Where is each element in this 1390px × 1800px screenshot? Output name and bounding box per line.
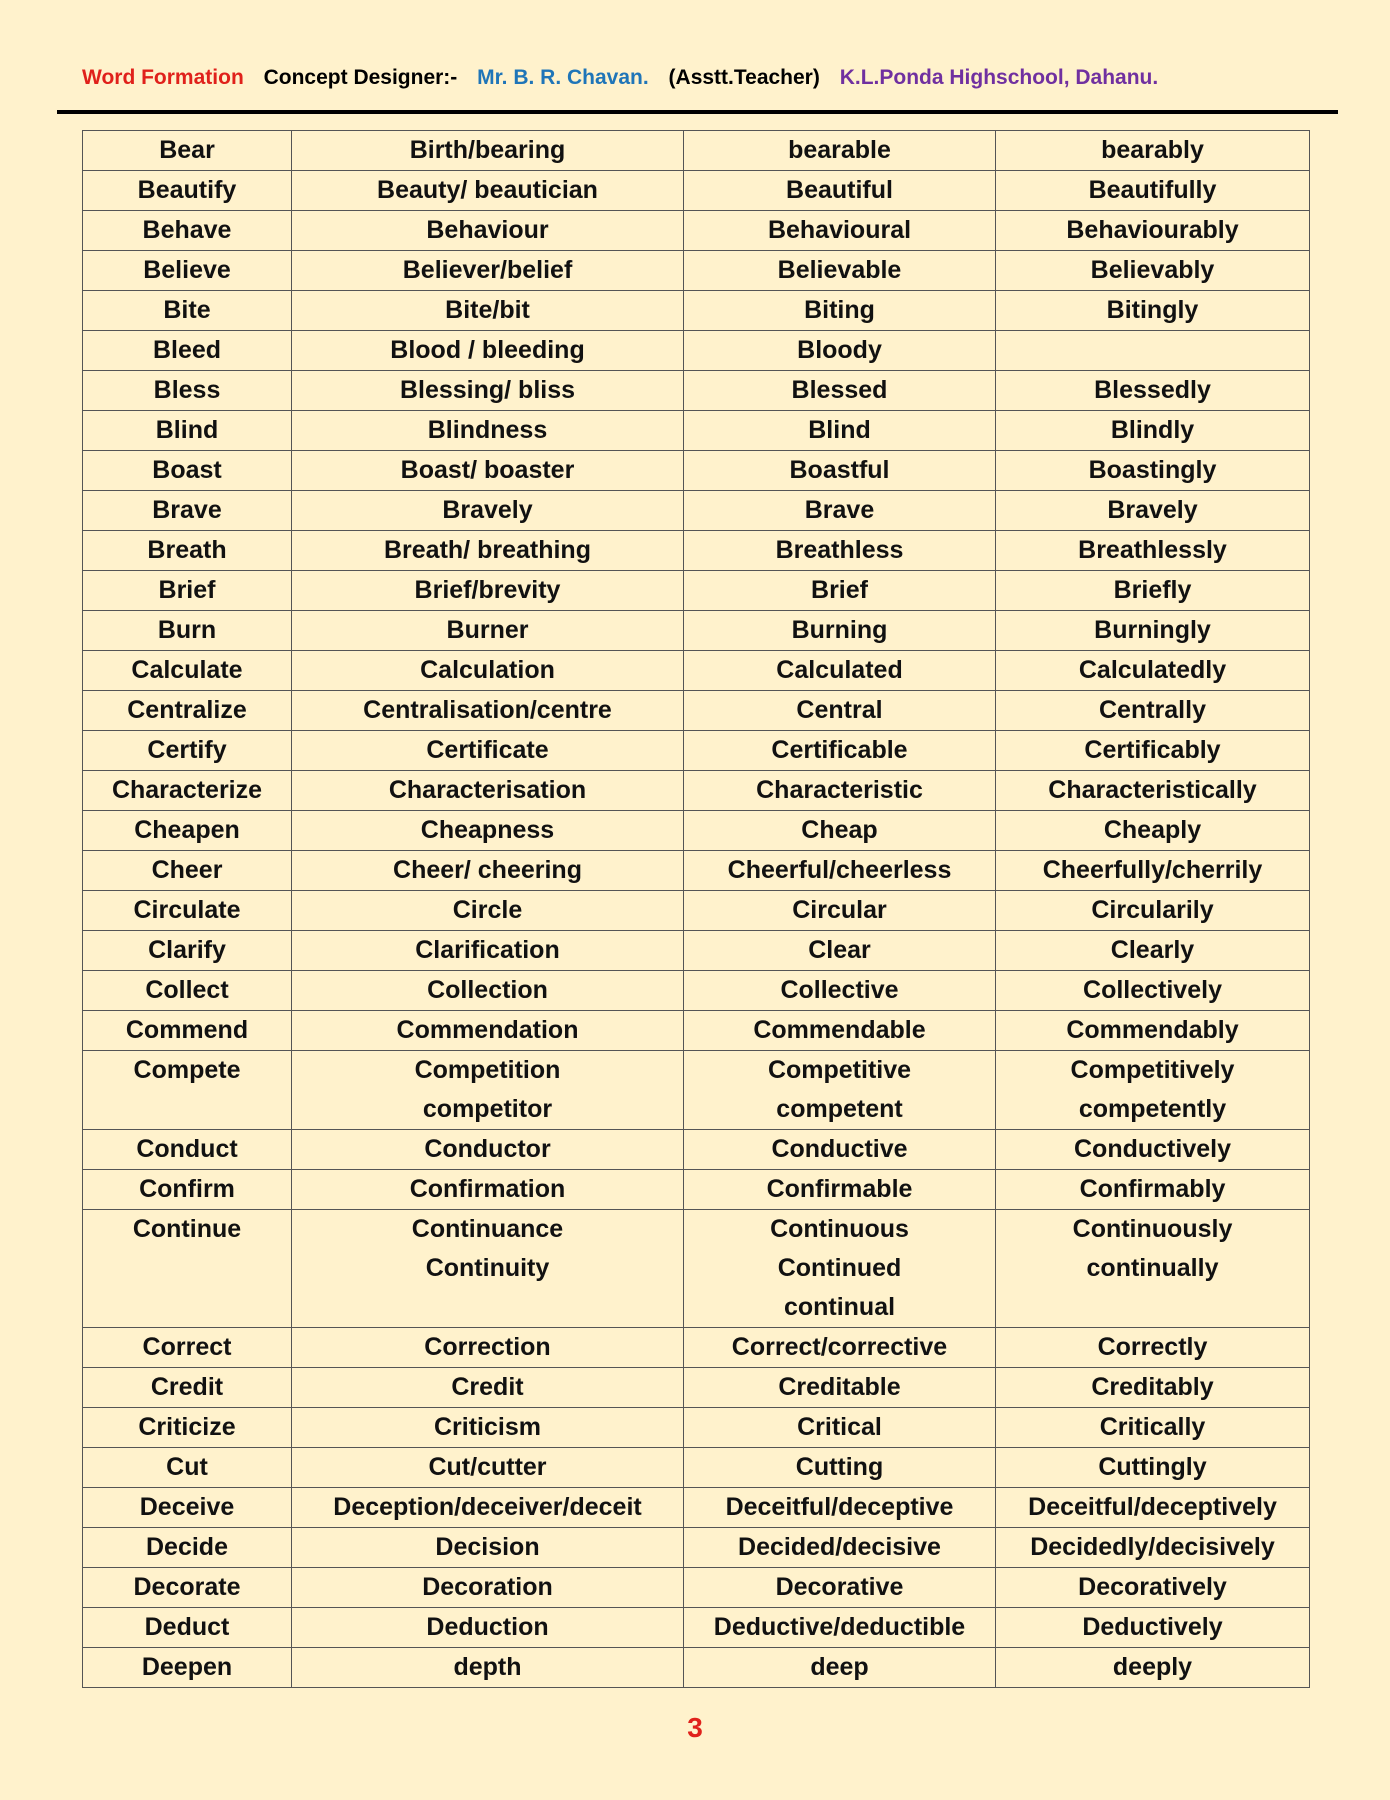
noun-cell: Birth/bearing: [292, 131, 684, 171]
adverb-cell: Continuously continually: [996, 1210, 1310, 1328]
adjective-cell: Bloody: [684, 331, 996, 371]
noun-cell: Circle: [292, 891, 684, 931]
verb-cell: Correct: [83, 1328, 292, 1368]
adjective-cell: Critical: [684, 1408, 996, 1448]
noun-cell: Credit: [292, 1368, 684, 1408]
adjective-cell: Creditable: [684, 1368, 996, 1408]
table-row: [83, 1568, 1310, 1608]
table-row: [83, 811, 1310, 851]
noun-cell: depth: [292, 1648, 684, 1688]
adverb-cell: Cheerfully/cherrily: [996, 851, 1310, 891]
adjective-cell: Behavioural: [684, 211, 996, 251]
table-row: [83, 971, 1310, 1011]
table-row: [83, 851, 1310, 891]
verb-cell: Bless: [83, 371, 292, 411]
noun-cell: Competition competitor: [292, 1051, 684, 1130]
adjective-cell: Beautiful: [684, 171, 996, 211]
adverb-cell: Cheaply: [996, 811, 1310, 851]
adjective-cell: Cutting: [684, 1448, 996, 1488]
verb-cell: Behave: [83, 211, 292, 251]
noun-cell: Deduction: [292, 1608, 684, 1648]
noun-cell: Conductor: [292, 1130, 684, 1170]
table-row: [83, 171, 1310, 211]
header-school: K.L.Ponda Highschool, Dahanu.: [839, 66, 1159, 89]
header-concept-label: Concept Designer:-: [263, 66, 458, 89]
noun-cell: Beauty/ beautician: [292, 171, 684, 211]
noun-cell: Bravely: [292, 491, 684, 531]
table-row: [83, 1170, 1310, 1210]
noun-cell: Continuance Continuity: [292, 1210, 684, 1328]
table-row: [83, 451, 1310, 491]
adverb-cell: Boastingly: [996, 451, 1310, 491]
adverb-cell: Briefly: [996, 571, 1310, 611]
noun-cell: Confirmation: [292, 1170, 684, 1210]
word-formation-table: [82, 130, 1310, 1688]
adjective-cell: Brave: [684, 491, 996, 531]
verb-cell: Blind: [83, 411, 292, 451]
table-row: [83, 1488, 1310, 1528]
adjective-cell: Competitive competent: [684, 1051, 996, 1130]
verb-cell: Brief: [83, 571, 292, 611]
verb-cell: Bear: [83, 131, 292, 171]
table-row: [83, 491, 1310, 531]
noun-cell: Cheer/ cheering: [292, 851, 684, 891]
noun-cell: Cheapness: [292, 811, 684, 851]
noun-cell: Calculation: [292, 651, 684, 691]
table-row: [83, 731, 1310, 771]
verb-cell: Deepen: [83, 1648, 292, 1688]
verb-cell: Cut: [83, 1448, 292, 1488]
verb-cell: Confirm: [83, 1170, 292, 1210]
adjective-cell: Brief: [684, 571, 996, 611]
noun-cell: Commendation: [292, 1011, 684, 1051]
adverb-cell: Deceitful/deceptively: [996, 1488, 1310, 1528]
verb-cell: Collect: [83, 971, 292, 1011]
adjective-cell: Breathless: [684, 531, 996, 571]
adverb-cell: bearably: [996, 131, 1310, 171]
table-row: [83, 531, 1310, 571]
table-row: [83, 1528, 1310, 1568]
verb-cell: Conduct: [83, 1130, 292, 1170]
verb-cell: Centralize: [83, 691, 292, 731]
table-row: [83, 331, 1310, 371]
adverb-cell: Behaviourably: [996, 211, 1310, 251]
table-row: [83, 411, 1310, 451]
verb-cell: Believe: [83, 251, 292, 291]
adverb-cell: Circularily: [996, 891, 1310, 931]
verb-cell: Decorate: [83, 1568, 292, 1608]
page-number: 3: [687, 1712, 703, 1743]
table-row: [83, 691, 1310, 731]
adverb-cell: [996, 331, 1310, 371]
verb-cell: Beautify: [83, 171, 292, 211]
adverb-cell: Correctly: [996, 1328, 1310, 1368]
table-row: [83, 651, 1310, 691]
noun-cell: Cut/cutter: [292, 1448, 684, 1488]
table-row: [83, 1448, 1310, 1488]
verb-cell: Boast: [83, 451, 292, 491]
verb-cell: Decide: [83, 1528, 292, 1568]
verb-cell: Circulate: [83, 891, 292, 931]
table-row: [83, 931, 1310, 971]
adverb-cell: Centrally: [996, 691, 1310, 731]
noun-cell: Centralisation/centre: [292, 691, 684, 731]
verb-cell: Criticize: [83, 1408, 292, 1448]
noun-cell: Blood / bleeding: [292, 331, 684, 371]
verb-cell: Clarify: [83, 931, 292, 971]
adverb-cell: Critically: [996, 1408, 1310, 1448]
table-row: [83, 1368, 1310, 1408]
adjective-cell: Circular: [684, 891, 996, 931]
adverb-cell: Confirmably: [996, 1170, 1310, 1210]
adjective-cell: Blessed: [684, 371, 996, 411]
adverb-cell: Calculatedly: [996, 651, 1310, 691]
noun-cell: Deception/deceiver/deceit: [292, 1488, 684, 1528]
adjective-cell: Continuous Continued continual: [684, 1210, 996, 1328]
verb-cell: Compete: [83, 1051, 292, 1130]
noun-cell: Brief/brevity: [292, 571, 684, 611]
verb-cell: Deduct: [83, 1608, 292, 1648]
adverb-cell: Cuttingly: [996, 1448, 1310, 1488]
verb-cell: Bite: [83, 291, 292, 331]
noun-cell: Blindness: [292, 411, 684, 451]
adverb-cell: Clearly: [996, 931, 1310, 971]
adverb-cell: Bitingly: [996, 291, 1310, 331]
adverb-cell: Blindly: [996, 411, 1310, 451]
adverb-cell: Blessedly: [996, 371, 1310, 411]
adjective-cell: Confirmable: [684, 1170, 996, 1210]
noun-cell: Clarification: [292, 931, 684, 971]
noun-cell: Decision: [292, 1528, 684, 1568]
adverb-cell: Commendably: [996, 1011, 1310, 1051]
header-designer: Mr. B. R. Chavan.: [477, 66, 649, 89]
adjective-cell: Blind: [684, 411, 996, 451]
table-row: [83, 1011, 1310, 1051]
table-row: [83, 611, 1310, 651]
table-row: [83, 1328, 1310, 1368]
adjective-cell: Decorative: [684, 1568, 996, 1608]
noun-cell: Characterisation: [292, 771, 684, 811]
verb-cell: Commend: [83, 1011, 292, 1051]
adjective-cell: Correct/corrective: [684, 1328, 996, 1368]
adjective-cell: Cheap: [684, 811, 996, 851]
adverb-cell: Decidedly/decisively: [996, 1528, 1310, 1568]
adverb-cell: Conductively: [996, 1130, 1310, 1170]
noun-cell: Decoration: [292, 1568, 684, 1608]
table-row: [83, 131, 1310, 171]
verb-cell: Bleed: [83, 331, 292, 371]
table-row: [83, 1130, 1310, 1170]
noun-cell: Blessing/ bliss: [292, 371, 684, 411]
verb-cell: Certify: [83, 731, 292, 771]
table-row: [83, 1051, 1310, 1130]
noun-cell: Behaviour: [292, 211, 684, 251]
adverb-cell: Decoratively: [996, 1568, 1310, 1608]
verb-cell: Brave: [83, 491, 292, 531]
noun-cell: Burner: [292, 611, 684, 651]
adjective-cell: Burning: [684, 611, 996, 651]
table-row: [83, 571, 1310, 611]
adjective-cell: Calculated: [684, 651, 996, 691]
adjective-cell: Biting: [684, 291, 996, 331]
table-row: [83, 291, 1310, 331]
table-row: [83, 251, 1310, 291]
adverb-cell: Beautifully: [996, 171, 1310, 211]
verb-cell: Characterize: [83, 771, 292, 811]
noun-cell: Correction: [292, 1328, 684, 1368]
adjective-cell: Decided/decisive: [684, 1528, 996, 1568]
adverb-cell: Competitively competently: [996, 1051, 1310, 1130]
adverb-cell: Certificably: [996, 731, 1310, 771]
page-header: [82, 66, 1172, 90]
adverb-cell: deeply: [996, 1648, 1310, 1688]
table-row: [83, 1608, 1310, 1648]
adjective-cell: Conductive: [684, 1130, 996, 1170]
adverb-cell: Believably: [996, 251, 1310, 291]
adjective-cell: deep: [684, 1648, 996, 1688]
table-row: [83, 891, 1310, 931]
verb-cell: Cheer: [83, 851, 292, 891]
verb-cell: Calculate: [83, 651, 292, 691]
verb-cell: Cheapen: [83, 811, 292, 851]
noun-cell: Bite/bit: [292, 291, 684, 331]
adverb-cell: Breathlessly: [996, 531, 1310, 571]
adverb-cell: Burningly: [996, 611, 1310, 651]
adverb-cell: Creditably: [996, 1368, 1310, 1408]
header-divider: [57, 110, 1338, 114]
adverb-cell: Collectively: [996, 971, 1310, 1011]
noun-cell: Believer/belief: [292, 251, 684, 291]
adjective-cell: Deceitful/deceptive: [684, 1488, 996, 1528]
header-title: Word Formation: [82, 66, 244, 89]
noun-cell: Criticism: [292, 1408, 684, 1448]
table-row: [83, 1408, 1310, 1448]
table-row: [83, 371, 1310, 411]
noun-cell: Boast/ boaster: [292, 451, 684, 491]
noun-cell: Breath/ breathing: [292, 531, 684, 571]
verb-cell: Continue: [83, 1210, 292, 1328]
noun-cell: Collection: [292, 971, 684, 1011]
adverb-cell: Deductively: [996, 1608, 1310, 1648]
adjective-cell: Clear: [684, 931, 996, 971]
noun-cell: Certificate: [292, 731, 684, 771]
adverb-cell: Characteristically: [996, 771, 1310, 811]
verb-cell: Deceive: [83, 1488, 292, 1528]
adjective-cell: Commendable: [684, 1011, 996, 1051]
table-row: [83, 1210, 1310, 1328]
adjective-cell: Central: [684, 691, 996, 731]
adjective-cell: bearable: [684, 131, 996, 171]
table-row: [83, 771, 1310, 811]
table-row: [83, 211, 1310, 251]
adjective-cell: Believable: [684, 251, 996, 291]
table-row: [83, 1648, 1310, 1688]
verb-cell: Breath: [83, 531, 292, 571]
adjective-cell: Collective: [684, 971, 996, 1011]
verb-cell: Credit: [83, 1368, 292, 1408]
adjective-cell: Cheerful/cheerless: [684, 851, 996, 891]
adverb-cell: Bravely: [996, 491, 1310, 531]
adjective-cell: Certificable: [684, 731, 996, 771]
adjective-cell: Deductive/deductible: [684, 1608, 996, 1648]
adjective-cell: Boastful: [684, 451, 996, 491]
adjective-cell: Characteristic: [684, 771, 996, 811]
verb-cell: Burn: [83, 611, 292, 651]
header-role: (Asstt.Teacher): [668, 66, 820, 89]
